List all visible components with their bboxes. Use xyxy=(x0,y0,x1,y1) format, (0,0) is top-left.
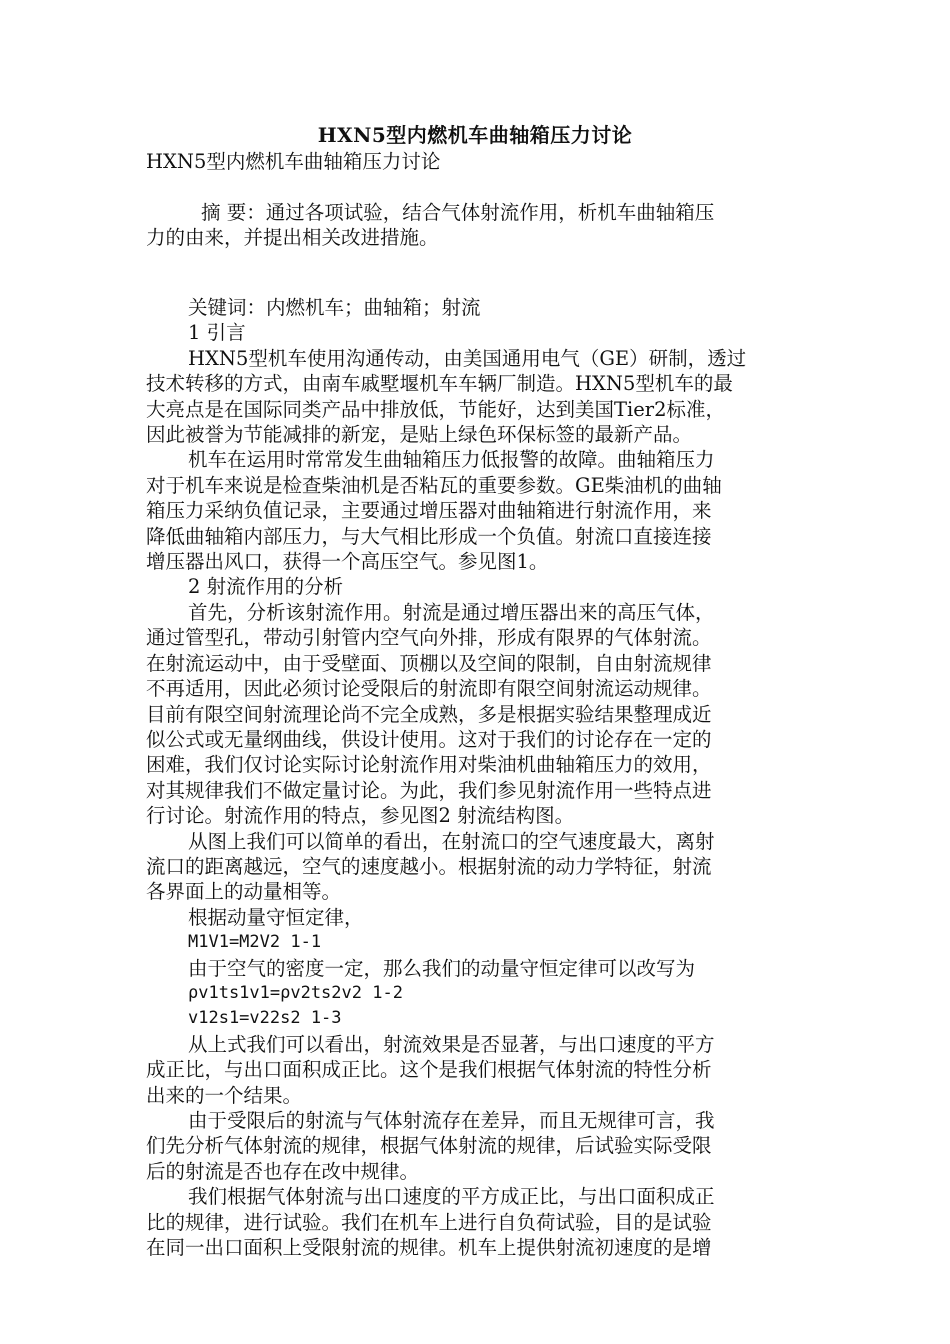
paragraph-line: 们先分析气体射流的规律，根据气体射流的规律，后试验实际受限 xyxy=(146,1134,712,1158)
paragraph-line: 降低曲轴箱内部压力，与大气相比形成一个负值。射流口直接连接 xyxy=(146,524,712,548)
paragraph-line: 在射流运动中，由于受壁面、顶棚以及空间的限制，自由射流规律 xyxy=(146,651,712,675)
paragraph-line: 机车在运用时常常发生曲轴箱压力低报警的故障。曲轴箱压力 xyxy=(188,448,715,472)
paragraph-line: 对其规律我们不做定量讨论。为此，我们参见射流作用一些特点进 xyxy=(146,778,712,802)
abstract-line: 力的由来，并提出相关改进措施。 xyxy=(146,226,439,250)
paragraph-line: 目前有限空间射流理论尚不完全成熟，多是根据实验结果整理成近 xyxy=(146,702,712,726)
paragraph-line: 通过管型孔，带动引射管内空气向外排，形成有限界的气体射流。 xyxy=(146,626,712,650)
paragraph-line: 箱压力采纳负值记录，主要通过增压器对曲轴箱进行射流作用，来 xyxy=(146,499,712,523)
paragraph-line: 我们根据气体射流与出口速度的平方成正比，与出口面积成正 xyxy=(188,1185,715,1209)
paragraph-line: 比的规律，进行试验。我们在机车上进行自负荷试验，目的是试验 xyxy=(146,1210,712,1234)
paragraph-line: 各界面上的动量相等。 xyxy=(146,880,342,904)
paragraph-line: 大亮点是在国际同类产品中排放低，节能好，达到美国Tier2标准， xyxy=(146,397,726,421)
paragraph-line: 不再适用，因此必须讨论受限后的射流即有限空间射流运动规律。 xyxy=(146,677,712,701)
paragraph-line: 困难，我们仅讨论实际讨论射流作用对柴油机曲轴箱压力的效用， xyxy=(146,753,712,777)
document-body xyxy=(146,149,806,1260)
section-heading-1: 1 引言 xyxy=(188,321,246,345)
equation-1: M1V1=M2V2 1-1 xyxy=(188,932,322,953)
paragraph-line: 后的射流是否也存在改中规律。 xyxy=(146,1159,420,1183)
paragraph-line: 增压器出风口，获得一个高压空气。参见图1。 xyxy=(146,550,549,574)
keywords: 关键词：内燃机车；曲轴箱；射流 xyxy=(188,296,481,319)
paragraph-line: 流口的距离越远，空气的速度越小。根据射流的动力学特征，射流 xyxy=(146,854,712,878)
document-title: HXN5型内燃机车曲轴箱压力讨论 xyxy=(317,123,633,147)
paragraph-line: 由于受限后的射流与气体射流存在差异，而且无规律可言，我 xyxy=(188,1109,715,1132)
equation-2: ρv1ts1v1=ρv2ts2v2 1-2 xyxy=(188,982,403,1003)
spacer xyxy=(146,276,806,295)
paragraph-line: 从上式我们可以看出，射流效果是否显著，与出口速度的平方 xyxy=(188,1032,715,1056)
spacer xyxy=(146,174,806,199)
paragraph-line: 在同一出口面积上受限射流的规律。机车上提供射流初速度的是增 xyxy=(146,1236,712,1260)
paragraph-line: 行讨论。射流作用的特点，参见图2 射流结构图。 xyxy=(146,804,575,828)
paragraph-line: 对于机车来说是检查柴油机是否粘瓦的重要参数。GE柴油机的曲轴 xyxy=(146,473,722,497)
paragraph-line: HXN5型机车使用沟通传动，由美国通用电气（GE）研制，透过 xyxy=(188,346,747,370)
paragraph-line: 由于空气的密度一定，那么我们的动量守恒定律可以改写为 xyxy=(188,956,696,980)
paragraph-line: 技术转移的方式，由南车戚墅堰机车车辆厂制造。HXN5型机车的最 xyxy=(146,372,733,396)
paragraph-line: 成正比，与出口面积成正比。这个是我们根据气体射流的特性分析 xyxy=(146,1058,712,1082)
paragraph-line: 从图上我们可以简单的看出，在射流口的空气速度最大，离射 xyxy=(188,829,715,853)
paragraph-line: 根据动量守恒定律， xyxy=(188,905,364,929)
abstract-line: 摘 要：通过各项试验，结合气体射流作用，析机车曲轴箱压 xyxy=(201,200,715,224)
document-subtitle: HXN5型内燃机车曲轴箱压力讨论 xyxy=(146,150,441,173)
equation-3: v12s1=v22s2 1-3 xyxy=(188,1008,342,1029)
paragraph-line: 似公式或无量纲曲线，供设计使用。这对于我们的讨论存在一定的 xyxy=(146,727,712,751)
section-heading-2: 2 射流作用的分析 xyxy=(188,575,344,599)
spacer xyxy=(146,251,806,276)
paragraph-line: 因此被誉为节能减排的新宠，是贴上绿色环保标签的最新产品。 xyxy=(146,423,693,447)
paragraph-line: 首先，分析该射流作用。射流是通过增压器出来的高压气体， xyxy=(188,600,715,624)
paragraph-line: 出来的一个结果。 xyxy=(146,1083,303,1107)
